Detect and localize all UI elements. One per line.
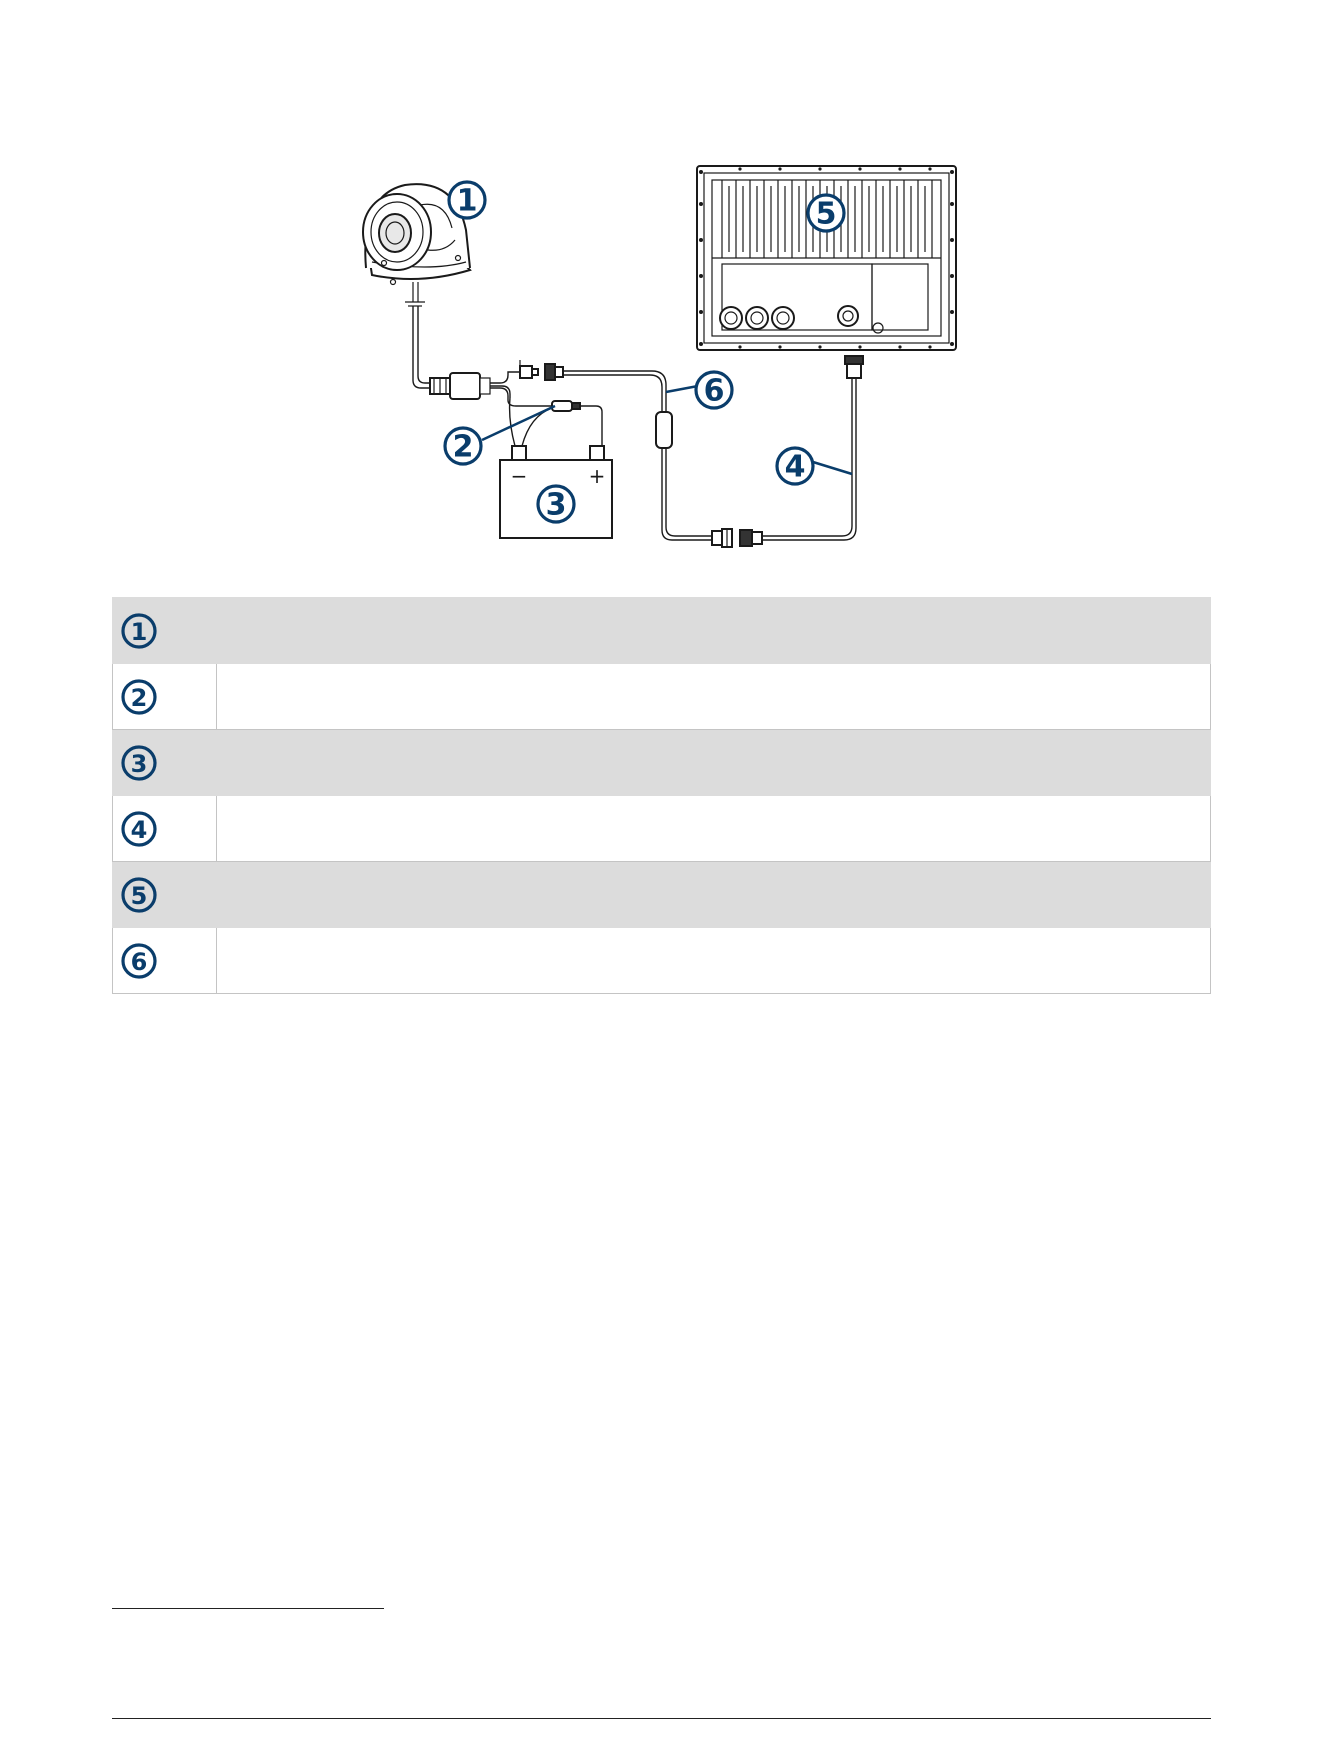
legend-row-6 [113, 928, 1211, 994]
svg-text:4: 4 [784, 449, 806, 485]
svg-text:6: 6 [130, 947, 148, 976]
footnote-divider [112, 1608, 384, 1609]
legend-badge-4 [120, 810, 158, 848]
callout-5 [808, 195, 844, 232]
legend-description-5 [217, 862, 1211, 928]
display-connector [845, 356, 863, 378]
svg-text:5: 5 [815, 196, 837, 232]
wiring-diagram [0, 0, 1330, 580]
legend-badge-6 [120, 942, 158, 980]
legend-row-5 [113, 862, 1211, 928]
legend-table [112, 597, 1211, 994]
legend-description-3 [217, 730, 1211, 796]
callout-1 [449, 182, 485, 219]
legend-badge-3 [120, 744, 158, 782]
svg-text:5: 5 [130, 881, 148, 910]
svg-text:3: 3 [545, 487, 567, 523]
ferrite-bead [656, 412, 672, 448]
svg-text:2: 2 [452, 429, 474, 465]
legend-row-3 [113, 730, 1211, 796]
battery-negative-symbol: − [510, 464, 528, 488]
legend-description-2 [217, 664, 1211, 730]
legend-badge-5 [120, 876, 158, 914]
svg-text:4: 4 [130, 815, 148, 844]
battery-positive-symbol: + [588, 464, 606, 488]
legend-row-2 [113, 664, 1211, 730]
legend-description-6 [217, 928, 1211, 994]
callout-4 [777, 448, 813, 485]
svg-text:2: 2 [130, 683, 148, 712]
svg-text:6: 6 [703, 373, 725, 409]
network-connector-top [520, 360, 563, 380]
legend-description-4 [217, 796, 1211, 862]
legend-badge-2 [120, 678, 158, 716]
callout-6 [696, 372, 732, 409]
callout-3 [538, 486, 574, 523]
legend-row-1 [113, 598, 1211, 664]
callout-2 [445, 428, 481, 465]
svg-text:1: 1 [456, 183, 478, 219]
network-connector-bottom [712, 529, 762, 547]
legend-description-1 [217, 598, 1211, 664]
legend-badge-1 [120, 612, 158, 650]
svg-text:3: 3 [130, 749, 148, 778]
camera-connector [430, 373, 490, 399]
footer-divider [112, 1718, 1211, 1719]
power-connector [552, 401, 580, 411]
svg-text:1: 1 [130, 617, 148, 646]
legend-row-4 [113, 796, 1211, 862]
